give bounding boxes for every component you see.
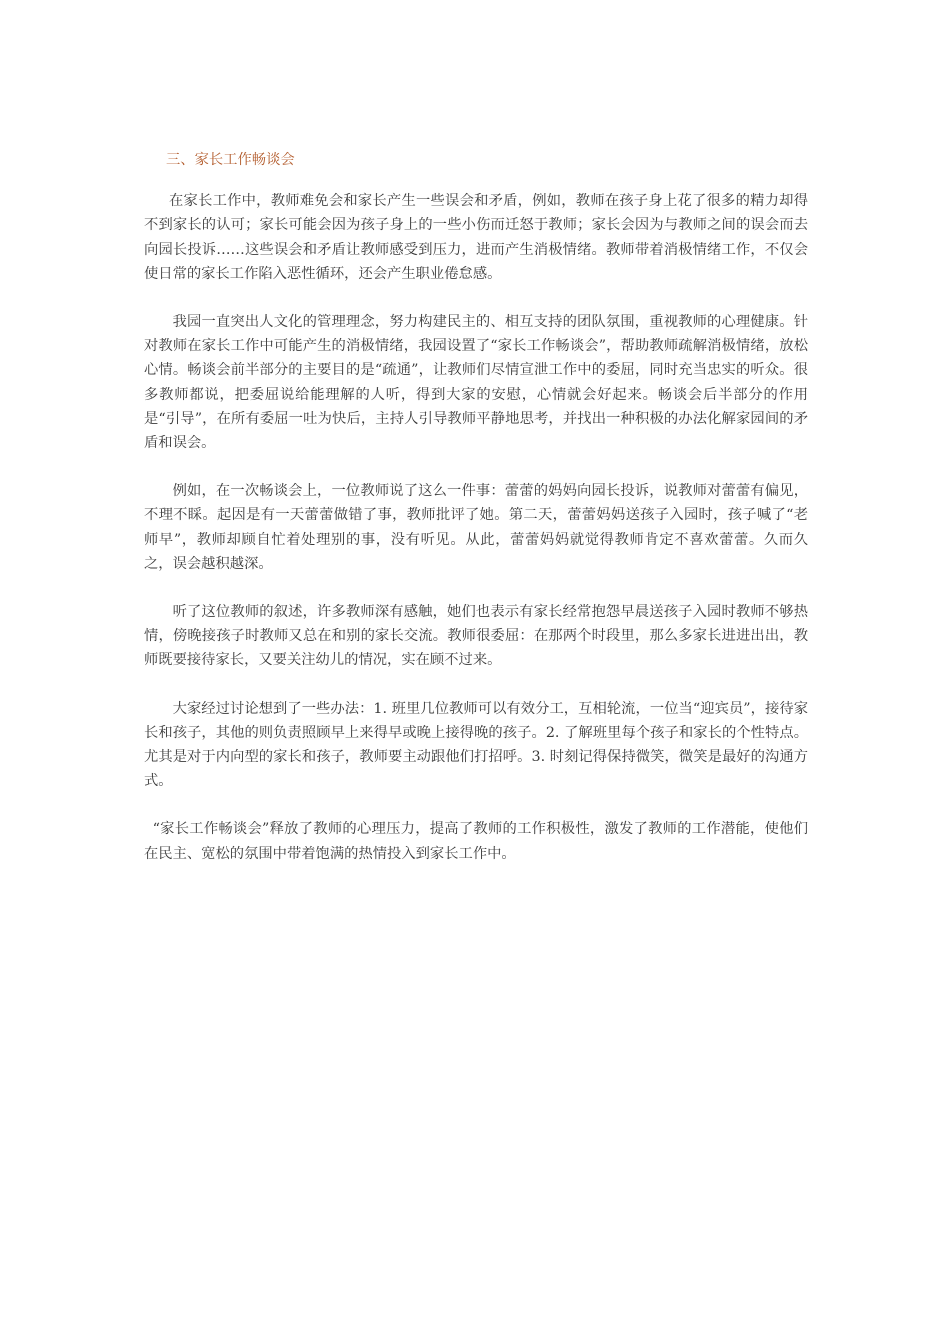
paragraph-6: “家长工作畅谈会”释放了教师的心理压力，提高了教师的工作积极性，激发了教师的工作潜能，使他们在民主、宽松的氛围中带着饱满的热情投入到家长工作中。 [144, 821, 808, 862]
paragraph-2: 我园一直突出人文化的管理理念，努力构建民主的、相互支持的团队氛围，重视教师的心理健康。针对教师在家长工作中可能产生的消极情绪，我园设置了“家长工作畅谈会”，帮助教师疏解消极情绪，放松心情。畅谈会前半部分的主要目的是“疏通”，让教师们尽情宣泄工作中的委屈，同时充当忠实的听众。很多教师都说，把委屈说给能理解的人听，得到大家的安慰，心情就会好起来。畅谈会后半部分的作用是“引导”，在所有委屈一吐为快后，主持人引导教师平静地思考，并找出一种积极的办法化解家园间的矛盾和误会。 [144, 314, 808, 452]
paragraph-3: 例如，在一次畅谈会上，一位教师说了这么一件事：蕾蕾的妈妈向园长投诉，说教师对蕾蕾有偏见，不理不睬。起因是有一天蕾蕾做错了事，教师批评了她。第二天，蕾蕾妈妈送孩子入园时，孩子喊了“老师早”，教师却顾自忙着处理别的事，没有听见。从此，蕾蕾妈妈就觉得教师肯定不喜欢蕾蕾。久而久之，误会越积越深。 [144, 483, 808, 572]
section-heading: 三、家长工作畅谈会 [166, 152, 295, 168]
paragraph-4: 听了这位教师的叙述，许多教师深有感触，她们也表示有家长经常抱怨早晨送孩子入园时教师不够热情，傍晚接孩子时教师又总在和别的家长交流。教师很委屈：在那两个时段里，那么多家长进进出出，教师既要接待家长，又要关注幼儿的情况，实在顾不过来。 [144, 604, 808, 669]
paragraph-1: 在家长工作中，教师难免会和家长产生一些误会和矛盾，例如，教师在孩子身上花了很多的精力却得不到家长的认可；家长可能会因为孩子身上的一些小伤而迁怒于教师；家长会因为与教师之间的误会而去向园长投诉……这些误会和矛盾让教师感受到压力，进而产生消极情绪。教师带着消极情绪工作，不仅会使日常的家长工作陷入恶性循环，还会产生职业倦怠感。 [144, 193, 808, 282]
document-body [144, 148, 808, 890]
paragraph-5: 大家经过讨论想到了一些办法：1. 班里几位教师可以有效分工，互相轮流，一位当“迎宾员”，接待家长和孩子，其他的则负责照顾早上来得早或晚上接得晚的孩子。2. 了解班里每个孩子和家长的个性特点。尤其是对于内向型的家长和孩子，教师要主动跟他们打招呼。3. 时刻记得保持微笑，微笑是最好的沟通方式。 [144, 700, 808, 790]
